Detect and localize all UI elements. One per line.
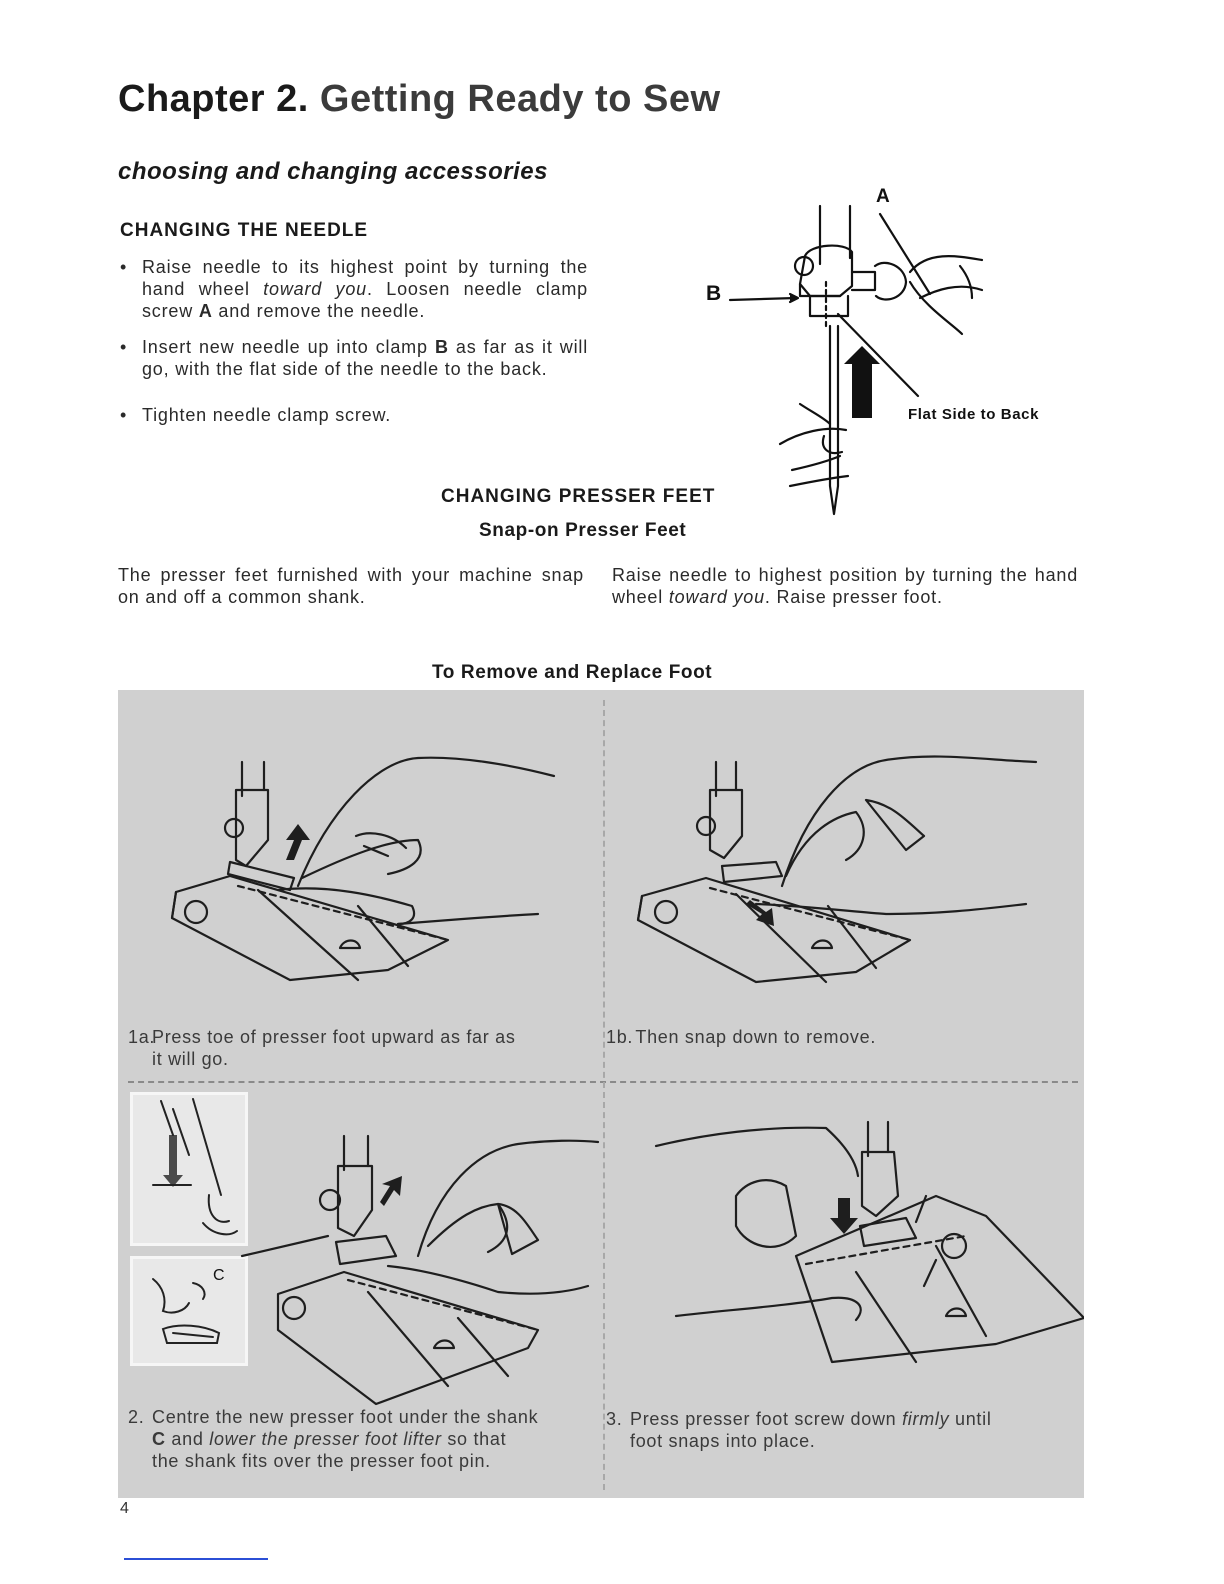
needle-step-1: • Raise needle to its highest point by turning the hand wheel toward you. Loosen needle clamp screw A and remove the needle. (118, 256, 588, 322)
caption-1a: 1a.Press toe of presser foot upward as far as it will go. (128, 1027, 516, 1069)
panel-2 (118, 1086, 602, 1498)
changing-presser-feet-heading: CHANGING PRESSER FEET (441, 486, 716, 507)
presser-feet-intro: The presser feet furnished with your machine snap on and off a common shank. (118, 565, 584, 607)
needle-step-3: • Tighten needle clamp screw. (118, 404, 588, 426)
caption-2: 2. Centre the new presser foot under the shank C and lower the presser foot lifter so that the shank fits over the presser foot pin. (128, 1407, 539, 1471)
changing-needle-heading: CHANGING THE NEEDLE (120, 220, 369, 241)
footer-rule (124, 1558, 268, 1560)
remove-replace-heading: To Remove and Replace Foot (432, 662, 713, 683)
label-a: A (876, 186, 890, 207)
press-toe-illustration (118, 690, 602, 1030)
panel-divider-vertical (603, 700, 605, 1490)
needle-clamp-illustration (700, 186, 1090, 526)
presser-feet-instruction: Raise needle to highest position by turning the hand wheel toward you. Raise presser foot. (612, 565, 1078, 607)
needle-step-2: • Insert new needle up into clamp B as far as it will go, with the flat side of the needle to the back. (118, 336, 588, 380)
caption-3: 3. Press presser foot screw down firmly until foot snaps into place. (606, 1409, 992, 1451)
chapter-title: Getting Ready to Sew (319, 78, 721, 120)
chapter-number: Chapter 2. (118, 78, 309, 120)
page-number: 4 (120, 1500, 129, 1517)
page-title (118, 78, 721, 121)
caption-1b: 1b. Then snap down to remove. (606, 1027, 877, 1047)
panel-3 (606, 1086, 1084, 1498)
press-screw-illustration (606, 1086, 1084, 1416)
snap-on-subheading: Snap-on Presser Feet (479, 520, 687, 541)
centre-foot-illustration (118, 1086, 602, 1416)
needle-steps-list (118, 256, 588, 440)
needle-clamp-drawing (700, 186, 1090, 526)
presser-foot-photo-area (118, 690, 1084, 1498)
snap-down-illustration (606, 690, 1084, 1030)
panel-1b (606, 690, 1084, 1080)
label-flat-side: Flat Side to Back (908, 406, 1040, 423)
label-c: C (213, 1267, 225, 1284)
panel-1a (118, 690, 602, 1080)
section-subtitle: choosing and changing accessories (118, 158, 548, 185)
label-b: B (706, 282, 722, 305)
